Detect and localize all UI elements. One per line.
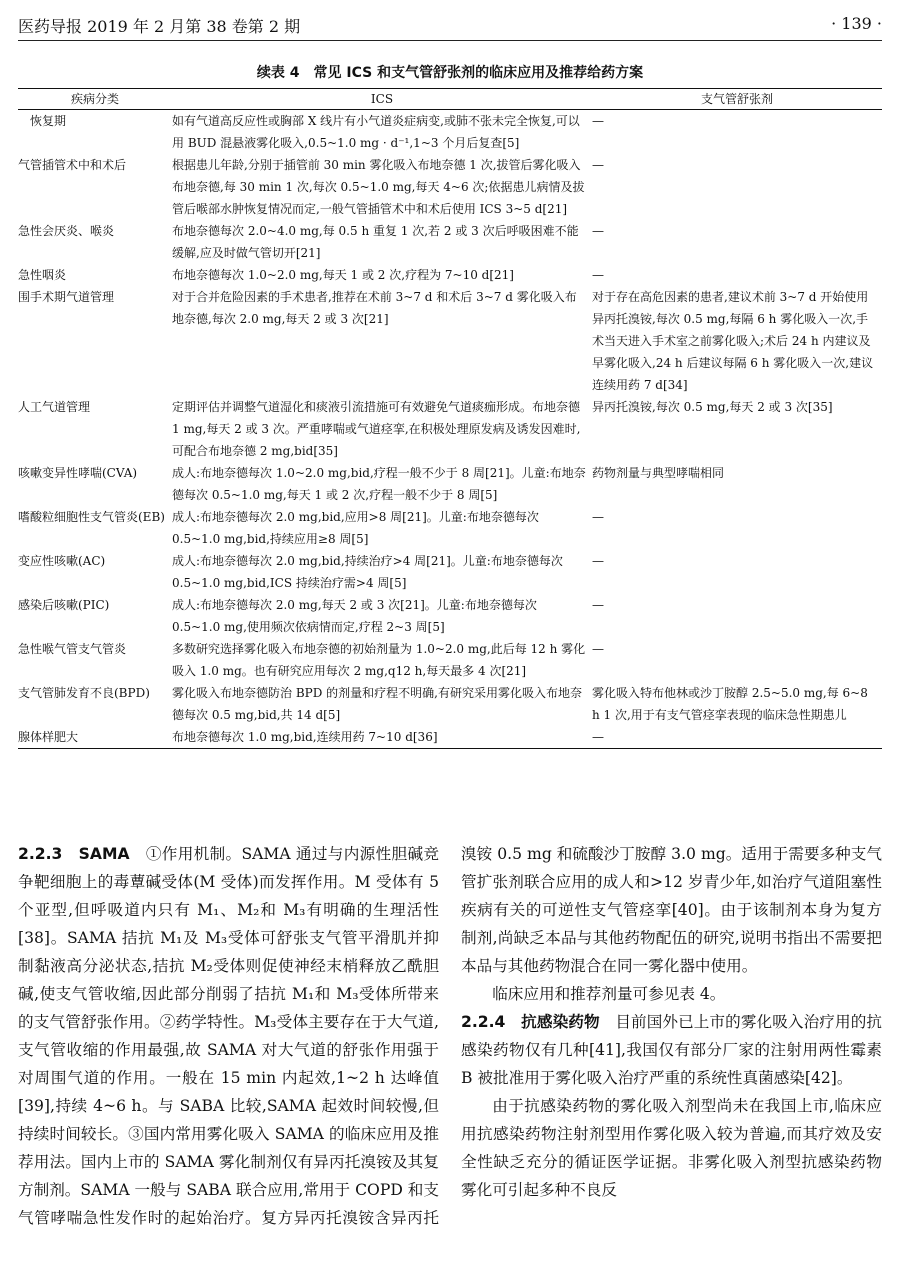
section-heading: 2.2.3 SAMA [18, 845, 130, 863]
ics-cell: 雾化吸入布地奈德防治 BPD 的剂量和疗程不明确,有研究采用雾化吸入布地奈德每次 0.5 mg,bid,共 14 d[5] [172, 686, 582, 722]
disease-cell: 急性会厌炎、喉炎 [18, 224, 115, 238]
table-reference-paragraph: 临床应用和推荐剂量可参见表 4。 [492, 985, 726, 1003]
table-row [18, 396, 882, 462]
bronchodilator-cell: — [592, 642, 604, 656]
disease-cell: 咳嗽变异性哮喘(CVA) [18, 466, 138, 480]
table-row [18, 264, 882, 286]
section-heading: 2.2.4 抗感染药物 [461, 1013, 600, 1031]
disease-cell: 腺体样肥大 [18, 726, 172, 749]
table-header-row [18, 89, 882, 110]
ics-cell: 成人:布地奈德每次 2.0 mg,bid,持续治疗>4 周[21]。儿童:布地奈德每次 0.5~1.0 mg,bid,ICS 持续治疗需>4 周[5] [172, 554, 563, 590]
bronchodilator-cell: — [592, 726, 882, 749]
ics-cell: 多数研究选择雾化吸入布地奈德的初始剂量为 1.0~2.0 mg,此后每 12 h 雾化吸入 1.0 mg。也有研究应用每次 2 mg,q12 h,每天最多 4 次[21] [172, 642, 586, 678]
bronchodilator-cell: — [592, 114, 604, 128]
ics-cell: 成人:布地奈德每次 2.0 mg,每天 2 或 3 次[21]。儿童:布地奈德每次 0.5~1.0 mg,使用频次依病情而定,疗程 2~3 周[5] [172, 598, 537, 634]
table-row [18, 682, 882, 726]
table-row [18, 154, 882, 220]
running-header [18, 14, 882, 41]
bronchodilator-cell: 异丙托溴铵,每次 0.5 mg,每天 2 或 3 次[35] [592, 400, 833, 414]
paragraph-text: 目前国外已上市的雾化吸入治疗用的抗感染药物仅有几种[41],我国仅有部分厂家的注射用两性霉素 B 被批准用于雾化吸入治疗严重的系统性真菌感染[42]。 [461, 1013, 882, 1087]
journal-info: 医药导报 2019 年 2 月第 38 卷第 2 期 [18, 17, 301, 36]
table-row [18, 462, 882, 506]
table-row [18, 594, 882, 638]
ics-cell: 布地奈德每次 1.0~2.0 mg,每天 1 或 2 次,疗程为 7~10 d[21] [172, 268, 514, 282]
bronchodilator-cell: 对于存在高危因素的患者,建议术前 3~7 d 开始使用异丙托溴铵,每次 0.5 mg,每隔 6 h 雾化吸入一次,手术当天进入手术室之前雾化吸入;术后 24 h 内建议及早雾化吸入,24 h 后建议每隔 6 h 雾化吸入一次,建议连续用药 7 d[34] [592, 290, 874, 392]
bronchodilator-cell: — [592, 554, 604, 568]
table-row [18, 220, 882, 264]
bronchodilator-cell: 药物剂量与典型哮喘相同 [592, 466, 725, 480]
ics-cell: 布地奈德每次 2.0~4.0 mg,每 0.5 h 重复 1 次,若 2 或 3 次后呼吸困难不能缓解,应及时做气管切开[21] [172, 224, 579, 260]
ics-cell: 根据患儿年龄,分别于插管前 30 min 雾化吸入布地奈德 1 次,拔管后雾化吸入布地奈德,每 30 min 1 次,每次 0.5~1.0 mg,每天 4~6 次;依据患儿病情及拔管后喉部水肿恢复情况而定,一般气管插管术中和术后使用 ICS 3~5 d[21] [172, 158, 585, 216]
bronchodilator-cell: — [592, 158, 604, 172]
paragraph-text: ①作用机制。SAMA 通过与内源性胆碱竞争靶细胞上的毒蕈碱受体(M 受体)而发挥作用。M 受体有 5 个亚型,但呼吸道内只有 M₁、M₂和 M₃有明确的生理活性[38]。SAMA 拮抗 M₁及 M₃受体可舒张支气管平滑肌并抑制黏液高分泌状态,拮抗 M₂受体则促使神经末梢释放乙酰胆碱,使支气管收缩,因此部分削弱了拮抗 M₁和 M₃受体所带来的支气管舒张作用。②药学特性。M₃受体主要存在于大气道,支气管收缩的作用最强,故 SAMA 对大气道的舒张作用强于对周围气道的作用。一般在 15 min 内起效,1~2 h 达峰值[39],持续 4~6 h。与 SABA 比较,SAMA 起效时间较慢,但持续时间较长。③国内常用雾化吸入 SAMA 的临床应用及推荐用法。国内上市的 SAMA 雾化制剂仅有异丙托溴铵及其复方制剂。SAMA 一般与 SABA 联合应用,常用于 COPD 和支气管哮喘急性发作时的起始治疗。复方异丙托溴铵含异丙托溴铵 0.5 mg 和硫酸沙丁胺醇 3.0 mg。适用于需要多种支气管扩张剂联合应用的成人和>12 岁青少年,如治疗气道阻塞性疾病有关的可逆性支气管痉挛[40]。由于该制剂本身为复方制剂,尚缺乏本品与其他药物配伍的研究,说明书指出不需要把本品与其他药物混合在同一雾化器中使用。 [18, 845, 882, 1227]
disease-cell: 嗜酸粒细胞性支气管炎(EB) [18, 510, 165, 524]
ics-cell: 对于合并危险因素的手术患者,推荐在术前 3~7 d 和术后 3~7 d 雾化吸入布地奈德,每次 2.0 mg,每天 2 或 3 次[21] [172, 290, 577, 326]
disease-cell: 急性喉气管支气管炎 [18, 642, 127, 656]
column-header-ics: ICS [172, 89, 592, 110]
body-text [18, 840, 882, 1260]
column-header-bronchodilator: 支气管舒张剂 [592, 89, 882, 110]
ics-cell: 如有气道高反应性或胸部 X 线片有小气道炎症病变,或肺不张未完全恢复,可以用 BUD 混悬液雾化吸入,0.5~1.0 mg · d⁻¹,1~3 个月后复查[5] [172, 114, 580, 150]
disease-cell: 人工气道管理 [18, 400, 91, 414]
ics-cell: 成人:布地奈德每次 2.0 mg,bid,应用>8 周[21]。儿童:布地奈德每次 0.5~1.0 mg,bid,持续应用≥8 周[5] [172, 510, 539, 546]
page-number: · 139 · [831, 14, 882, 33]
disease-cell: 恢复期 [18, 114, 67, 128]
disease-cell: 变应性咳嗽(AC) [18, 554, 106, 568]
column-header-disease: 疾病分类 [18, 89, 172, 110]
disease-cell: 感染后咳嗽(PIC) [18, 598, 110, 612]
ics-cell: 布地奈德每次 1.0 mg,bid,连续用药 7~10 d[36] [172, 726, 592, 749]
bronchodilator-cell: — [592, 268, 604, 282]
section-2-2-4 [461, 1008, 882, 1092]
table-row [18, 110, 882, 155]
table-caption: 续表 4 常见 ICS 和支气管舒张剂的临床应用及推荐给药方案 [256, 65, 644, 81]
table-row [18, 286, 882, 396]
disease-cell: 气管插管术中和术后 [18, 158, 127, 172]
disease-cell: 围手术期气道管理 [18, 290, 115, 304]
table-row [18, 638, 882, 682]
table-container [18, 88, 882, 749]
bronchodilator-cell: — [592, 510, 604, 524]
disease-cell: 支气管肺发育不良(BPD) [18, 686, 150, 700]
bronchodilator-cell: — [592, 598, 604, 612]
drug-table [18, 88, 882, 749]
bronchodilator-cell: 雾化吸入特布他林或沙丁胺醇 2.5~5.0 mg,每 6~8 h 1 次,用于有支气管痉挛表现的临床急性期患儿 [592, 686, 868, 722]
ics-cell: 成人:布地奈德每次 1.0~2.0 mg,bid,疗程一般不少于 8 周[21]。儿童:布地奈德每次 0.5~1.0 mg,每天 1 或 2 次,疗程一般不少于 8 周[5] [172, 466, 586, 502]
paragraph: 由于抗感染药物的雾化吸入剂型尚未在我国上市,临床应用抗感染药物注射剂型用作雾化吸入较为普遍,而其疗效及安全性缺乏充分的循证医学证据。非雾化吸入剂型抗感染药物雾化可引起多种不良反 [461, 1097, 882, 1199]
bronchodilator-cell: — [592, 224, 604, 238]
table-row [18, 506, 882, 550]
disease-cell: 急性咽炎 [18, 268, 67, 282]
table-row [18, 550, 882, 594]
ics-cell: 定期评估并调整气道湿化和痰液引流措施可有效避免气道痰痂形成。布地奈德 1 mg,每天 2 或 3 次。严重哮喘或气道痉挛,在积极处理原发病及诱发因难时,可配合布地奈德 2 mg,bid[35] [172, 400, 581, 458]
table-row [18, 726, 882, 749]
